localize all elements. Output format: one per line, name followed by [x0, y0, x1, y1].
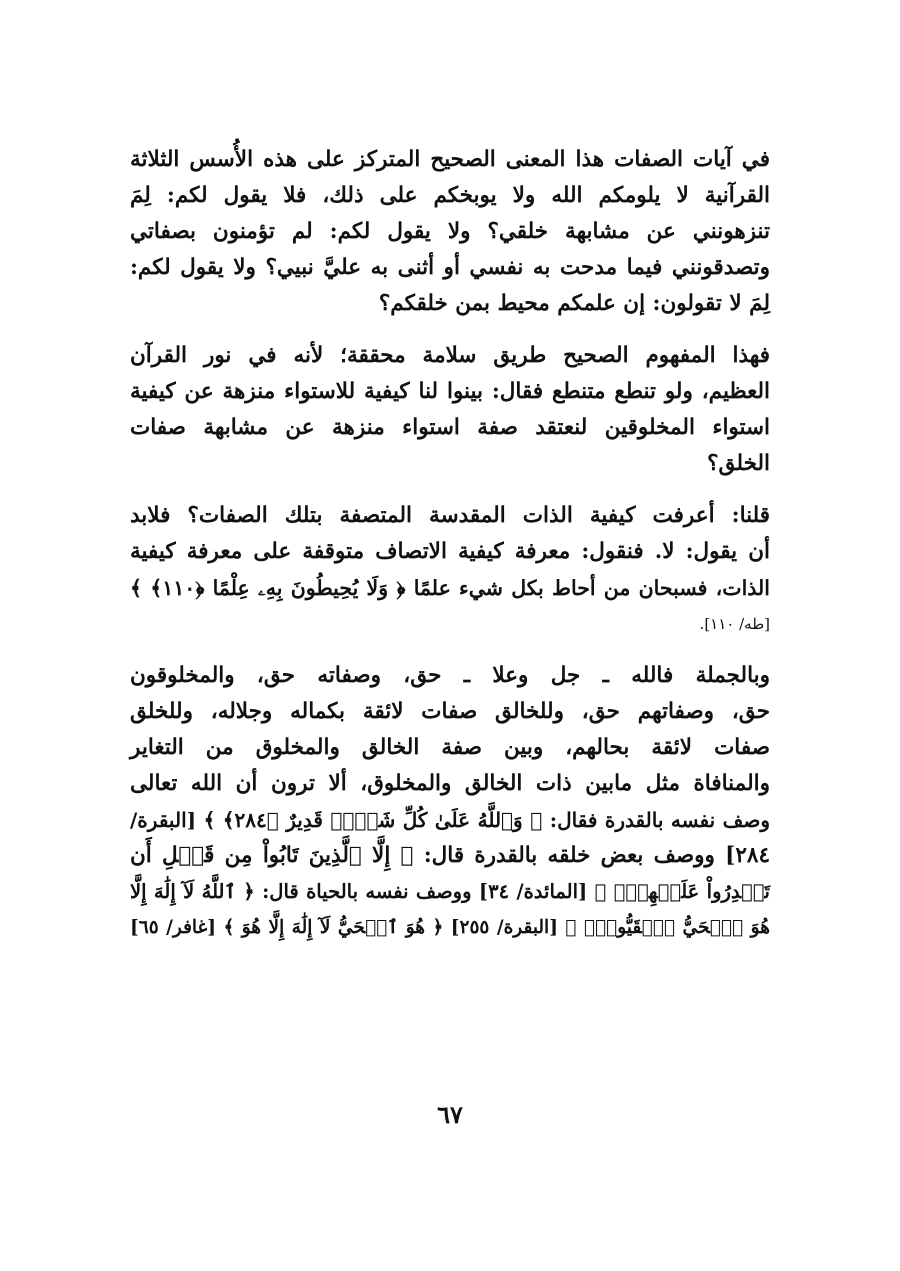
body-text: [130, 142, 770, 946]
text-line: [طه/ ١١٠].: [699, 615, 770, 633]
text-line: وبالجملة فالله ـ جل وعلا ـ حق، وصفاته حق، والمخلوقون: [130, 663, 770, 688]
text-line: وتصدقونني فيما مدحت به نفسي أو أثنى به عليَّ نبيي؟ ولا يقول لكم:: [130, 255, 770, 280]
paragraph-1: [130, 142, 770, 322]
text-line: العظيم، ولو تنطع متنطع فقال: بينوا لنا كيفية للاستواء منزهة عن كيفية: [130, 379, 770, 404]
text-line: الذات، فسبحان من أحاط بكل شيء علمًا ﴿ وَلَا يُحِيطُونَ بِهِۦ عِلْمًا ﴿١١٠﴾ ﴾: [130, 576, 770, 600]
text-line: في آيات الصفات هذا المعنى الصحيح المتركز على هذه الأُسس الثلاثة: [130, 147, 770, 172]
text-line: استواء المخلوقين لنعتقد صفة استواء منزهة عن مشابهة صفات: [130, 415, 770, 440]
text-line: وصف نفسه بالقدرة فقال: ﴿ وَٱللَّهُ عَلَىٰ كُلِّ شَيۡءٖ قَدِيرٌ ﴿٢٨٤﴾ ﴾ [البقرة/: [130, 808, 770, 832]
text-line: تَقۡدِرُواْ عَلَيۡهِمۡۖ ﴾ [المائدة/ ٣٤] ووصف نفسه بالحياة قال: ﴿ ٱللَّهُ لَآ إِلَٰهَ إِلَّا: [130, 880, 770, 903]
text-line: فهذا المفهوم الصحيح طريق سلامة محققة؛ لأنه في نور القرآن: [130, 343, 770, 368]
paragraph-4: [130, 658, 770, 946]
paragraph-3: [130, 498, 770, 642]
text-line: هُوَ ٱلۡحَيُّ ٱلۡقَيُّومُۚ ﴾ [البقرة/ ٢٥٥] ﴿ هُوَ ٱلۡحَيُّ لَآ إِلَٰهَ إِلَّا هُوَ ﴾ [غافر/ ٦٥]: [130, 917, 770, 938]
text-line: الخلق؟: [707, 451, 770, 476]
text-line: والمنافاة مثل مابين ذات الخالق والمخلوق، ألا ترون أن الله تعالى: [130, 771, 770, 796]
text-line: لِمَ لا تقولون: إن علمكم محيط بمن خلقكم؟: [378, 291, 770, 316]
text-line: ٢٨٤] ووصف بعض خلقه بالقدرة قال: ﴿ إِلَّا ٱلَّذِينَ تَابُواْ مِن قَبۡلِ أَن: [130, 843, 770, 868]
text-line: أن يقول: لا. فنقول: معرفة كيفية الاتصاف متوقفة على معرفة كيفية: [130, 539, 770, 564]
text-line: حق، وصفاتهم حق، وللخالق صفات لائقة بكماله وجلاله، وللخلق: [130, 699, 770, 724]
text-line: قلنا: أعرفت كيفية الذات المقدسة المتصفة بتلك الصفات؟ فلابد: [130, 503, 770, 528]
text-line: القرآنية لا يلومكم الله ولا يوبخكم على ذلك، فلا يقول لكم: لِمَ: [130, 183, 770, 208]
text-line: تنزهونني عن مشابهة خلقي؟ ولا يقول لكم: لم تؤمنون بصفاتي: [130, 219, 770, 244]
paragraph-2: [130, 338, 770, 482]
page-number: ٦٧: [437, 1100, 463, 1129]
text-line: صفات لائقة بحالهم، وبين صفة الخالق والمخلوق من التغاير: [130, 735, 770, 760]
